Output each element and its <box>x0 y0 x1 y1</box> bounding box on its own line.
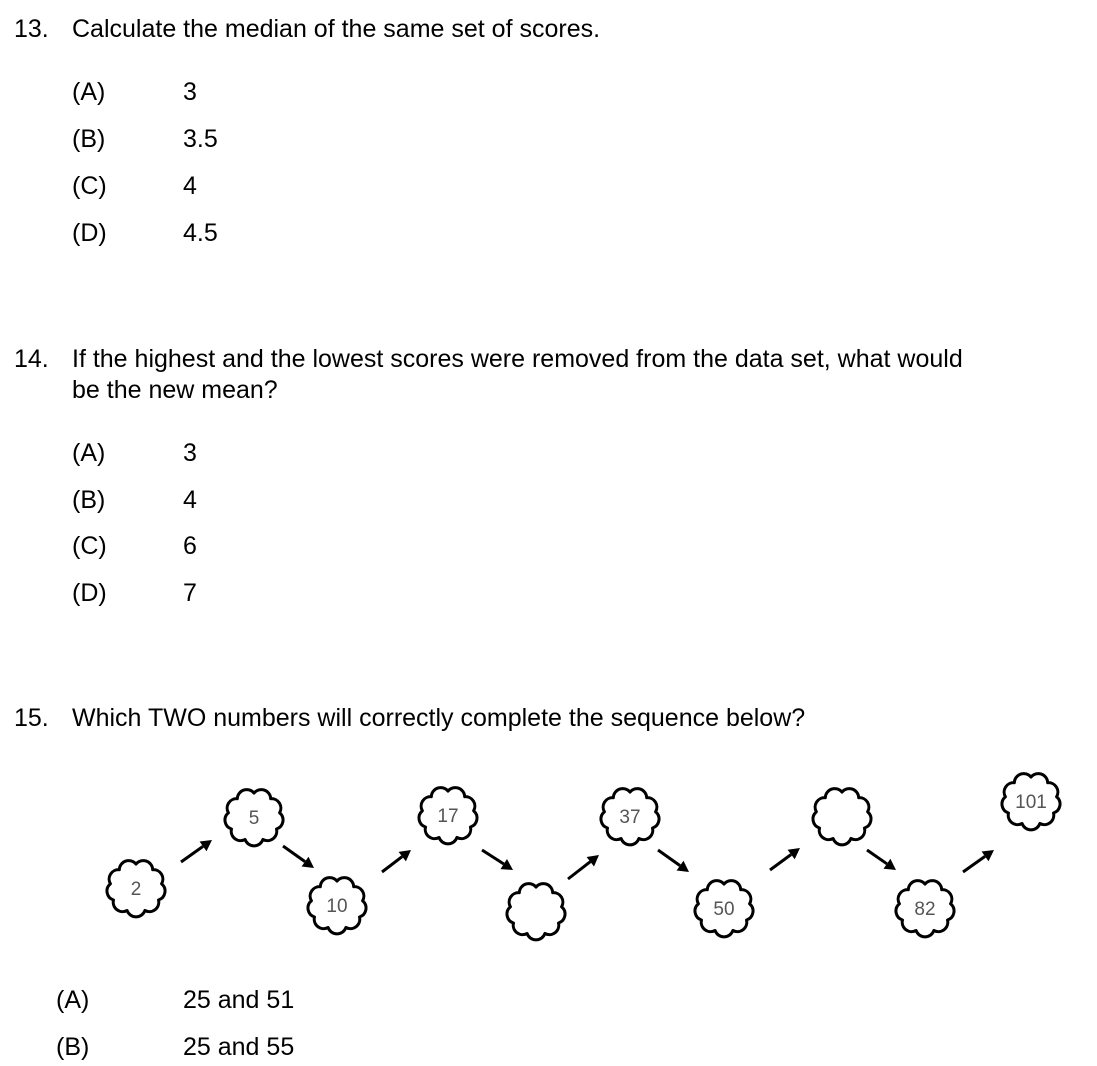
sequence-arrow-5 <box>568 855 599 879</box>
sequence-value: 17 <box>437 806 459 827</box>
sequence-arrow-2 <box>283 846 314 868</box>
arrow-shaft <box>181 846 203 862</box>
sequence-clouds <box>107 774 1060 940</box>
sequence-cloud-5 <box>507 884 565 940</box>
sequence-value: 37 <box>619 807 641 828</box>
arrow-shaft <box>658 850 680 866</box>
sequence-cloud-8 <box>813 789 871 845</box>
option-value-b: 4 <box>183 486 197 514</box>
option-value-d: 7 <box>183 579 197 607</box>
option-letter-a: (A) <box>72 78 106 106</box>
question-number: 14. <box>14 345 49 373</box>
option-value-a: 3 <box>183 439 197 467</box>
option-letter-a: (A) <box>72 439 106 467</box>
sequence-arrow-8 <box>867 850 896 870</box>
option-value-c: 6 <box>183 532 197 560</box>
number-sequence-diagram <box>0 760 1097 950</box>
option-value-c: 4 <box>183 172 197 200</box>
option-value-b: 3.5 <box>183 125 218 153</box>
option-letter-a: (A) <box>56 986 90 1014</box>
arrow-shaft <box>867 850 887 864</box>
sequence-value: 5 <box>248 808 260 829</box>
arrow-shaft <box>770 855 791 871</box>
sequence-cloud-3 <box>308 878 366 934</box>
sequence-cloud-4 <box>419 788 477 844</box>
option-letter-c: (C) <box>72 172 107 200</box>
sequence-cloud-6 <box>601 789 659 845</box>
sequence-arrow-6 <box>658 850 689 872</box>
sequence-arrow-7 <box>770 848 800 870</box>
option-letter-b: (B) <box>72 125 106 153</box>
sequence-arrow-9 <box>963 850 994 872</box>
question-text: Calculate the median of the same set of scores. <box>72 15 601 43</box>
sequence-value: 10 <box>326 896 348 917</box>
question-number: 13. <box>14 15 49 43</box>
arrow-shaft <box>568 862 590 879</box>
option-value-b: 25 and 55 <box>183 1033 295 1061</box>
option-letter-b: (B) <box>56 1033 90 1061</box>
sequence-cloud-1 <box>107 861 165 917</box>
question-text: Which TWO numbers will correctly complete the sequence below? <box>72 704 806 732</box>
sequence-value: 82 <box>914 899 936 920</box>
arrow-head <box>200 840 212 851</box>
arrow-head <box>302 857 314 868</box>
arrow-shaft <box>482 850 504 864</box>
arrow-shaft <box>283 846 305 862</box>
option-letter-b: (B) <box>72 486 106 514</box>
option-value-a: 25 and 51 <box>183 986 295 1014</box>
question-text-line-1: If the highest and the lowest scores were removed from the data set, what would <box>72 345 963 373</box>
arrow-head <box>982 850 994 861</box>
question-number: 15. <box>14 704 49 732</box>
question-text-line-2: be the new mean? <box>72 376 278 404</box>
sequence-arrow-4 <box>482 850 513 870</box>
sequence-arrow-3 <box>382 850 411 872</box>
option-value-a: 3 <box>183 78 197 106</box>
sequence-cloud-7 <box>695 881 753 937</box>
sequence-cloud-2 <box>225 790 283 846</box>
sequence-cloud-10 <box>1002 774 1060 830</box>
sequence-arrow-1 <box>181 840 212 862</box>
sequence-cloud-9 <box>896 881 954 937</box>
arrow-shaft <box>382 857 402 872</box>
sequence-value: 101 <box>1015 792 1047 813</box>
arrow-head <box>677 861 689 872</box>
option-letter-d: (D) <box>72 579 107 607</box>
cloud-shape <box>507 884 565 940</box>
cloud-shape <box>813 789 871 845</box>
option-letter-c: (C) <box>72 532 107 560</box>
sequence-arrows <box>181 840 994 879</box>
arrow-shaft <box>963 856 985 872</box>
sequence-value: 2 <box>130 879 142 900</box>
arrow-head <box>788 848 800 859</box>
option-letter-d: (D) <box>72 219 107 247</box>
sequence-value: 50 <box>713 899 735 920</box>
option-value-d: 4.5 <box>183 219 218 247</box>
